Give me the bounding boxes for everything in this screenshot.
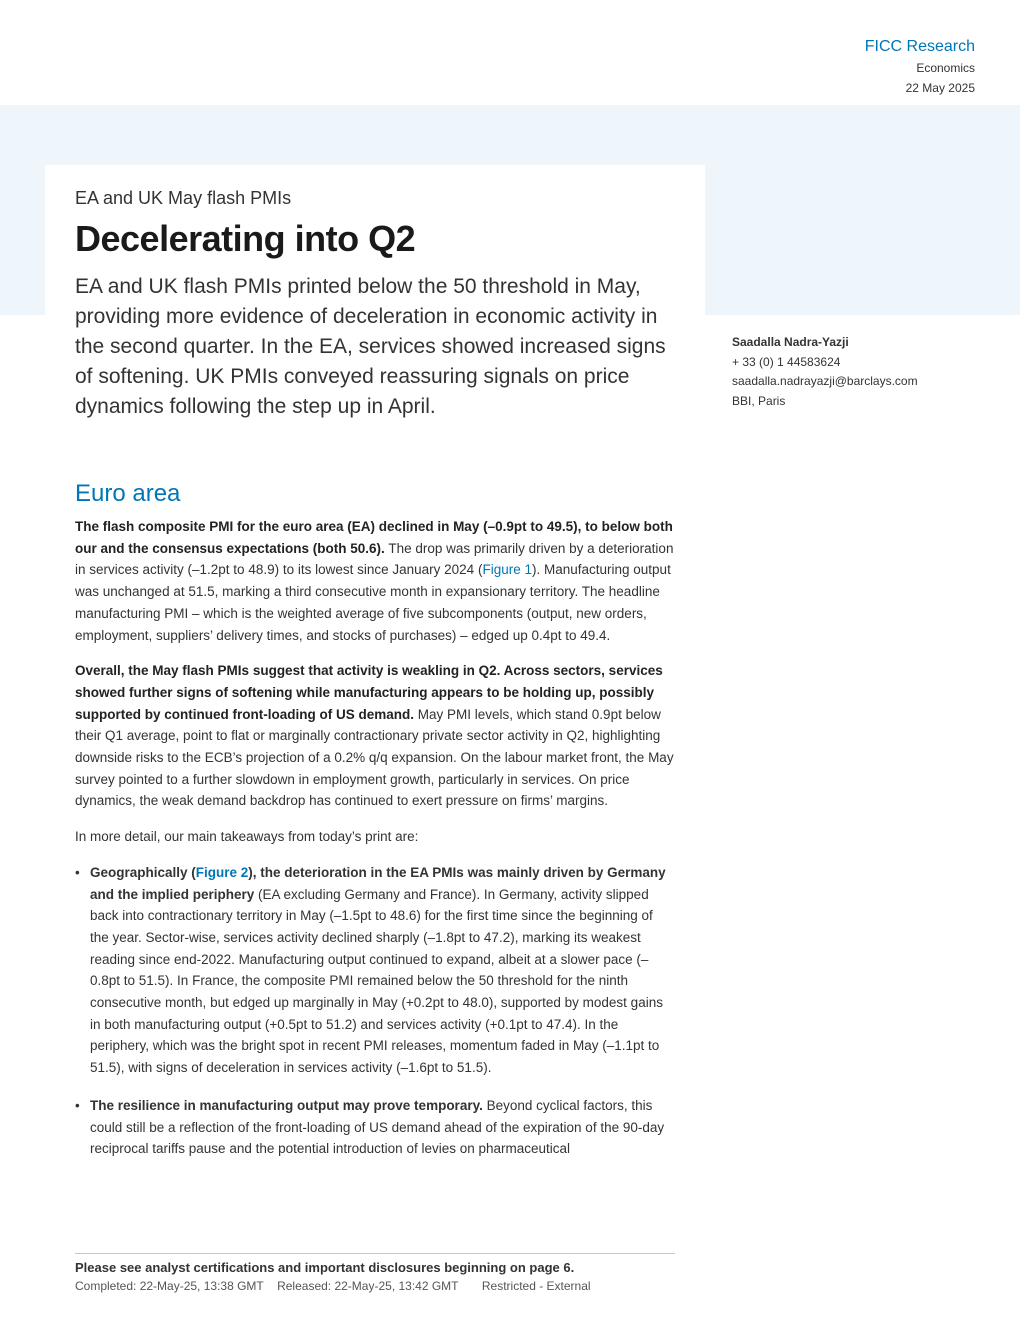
disclaimer: Please see analyst certifications and important disclosures beginning on page 6. — [75, 1260, 575, 1275]
figure-1-link[interactable]: Figure 1 — [482, 562, 532, 578]
bullet-1-lead-b: ), the deterioration in the EA PMIs was mainly driven by Germany and the implied periphery — [90, 864, 666, 902]
released-time: Released: 22-May-25, 13:42 GMT — [277, 1279, 459, 1293]
bullet-1-lead-a: Geographically ( — [90, 864, 196, 880]
section-title: Euro area — [75, 480, 181, 507]
series-label: EA and UK May flash PMIs — [75, 188, 292, 208]
bullet-2-lead: The resilience in manufacturing output may prove temporary. — [90, 1097, 483, 1113]
completed-time: Completed: 22-May-25, 13:38 GMT — [75, 1279, 264, 1293]
paragraph-1-text-a: The drop was primarily driven by a deterioration in services activity (–1.2pt to 48.9) to its lowest since January 2024 ( — [75, 540, 674, 578]
takeaways-list — [75, 862, 675, 1160]
author-name: Saadalla Nadra-Yazji — [732, 335, 849, 349]
main-content — [75, 478, 675, 1176]
author-phone: + 33 (0) 1 44583624 — [732, 354, 841, 369]
paragraph-2-text: May PMI levels, which stand 0.9pt below their Q1 average, point to flat or marginally contractionary private sector activity in Q2, highlighting downside risks to the ECB’s projection of a 0.2% q/q expansion. On the labour market front, the May survey pointed to a further slowdown in employment growth, particularly in services. On price dynamics, the weak demand backdrop has continued to exert pressure on firms’ margins. — [75, 706, 674, 809]
list-item — [75, 862, 675, 1079]
paragraph-1-lead: The flash composite PMI for the euro area (EA) declined in May (–0.9pt to 49.5), to below both our and the consensus expectations (both 50.6). — [75, 519, 673, 556]
report-date: 22 May 2025 — [905, 81, 975, 95]
footer — [75, 1253, 675, 1295]
figure-2-link[interactable]: Figure 2 — [195, 864, 249, 880]
bullet-2-text: Beyond cyclical factors, this could still be a reflection of the front-loading of US demand ahead of the expiration of the 90-day reciprocal tariffs pause and the potential introduction of levies on pharmaceutical — [90, 1097, 665, 1157]
paragraph-1 — [75, 516, 675, 646]
classification-label: Restricted - External — [481, 1279, 591, 1293]
paragraph-2-lead: Overall, the May flash PMIs suggest that activity is weakling in Q2. Across sectors, services showed further signs of softening while manufacturing appears to be holding up, possibly supported by continued front-loading of US demand. — [75, 663, 663, 722]
brand-name: FICC Research — [864, 38, 975, 55]
summary: EA and UK flash PMIs printed below the 50 threshold in May, providing more evidence of deceleration in economic activity in the second quarter. In the EA, services showed increased signs of softening. UK PMIs conveyed reassuring signals on price dynamics following the step up in April. — [75, 275, 666, 418]
author-card — [732, 333, 918, 411]
report-header — [865, 36, 975, 98]
author-entity: BBI, Paris — [732, 393, 786, 408]
author-email[interactable]: saadalla.nadrayazji@barclays.com — [732, 374, 918, 388]
paragraph-1-text-b: ). Manufacturing output was unchanged at 51.5, marking a third consecutive month in expansionary territory. The headline manufacturing PMI – which is the weighted average of five subcomponents (output, new orders, employment, suppliers’ delivery times, and stocks of purchases) – edged up 0.4pt to 49.4. — [75, 562, 671, 643]
paragraph-3: In more detail, our main takeaways from today’s print are: — [75, 829, 419, 845]
list-item — [75, 1095, 675, 1160]
paragraph-2 — [75, 660, 675, 812]
timestamps — [75, 1277, 675, 1295]
bullet-1-text: (EA excluding Germany and France). In Germany, activity slipped back into contractionary territory in May (–1.5pt to 48.6) for the first time since the beginning of the year. Sector-wise, services activity declined sharply (–1.8pt to 47.2), marking its weakest reading since end-2022. Manufacturing output continued to expand, albeit at a slower pace (–0.8pt to 51.5). In France, the composite PMI remained below the 50 threshold for the ninth consecutive month, but edged up marginally in May (+0.2pt to 48.0), supported by modest gains in both manufacturing output (+0.5pt to 51.2) and services activity (+0.1pt to 47.4). In the periphery, which was the bright spot in recent PMI releases, momentum faded in May (–1.1pt to 51.5), with signs of deceleration in services activity (–1.6pt to 51.5). — [90, 886, 663, 1076]
page-title: Decelerating into Q2 — [75, 218, 416, 259]
department: Economics — [916, 61, 975, 75]
